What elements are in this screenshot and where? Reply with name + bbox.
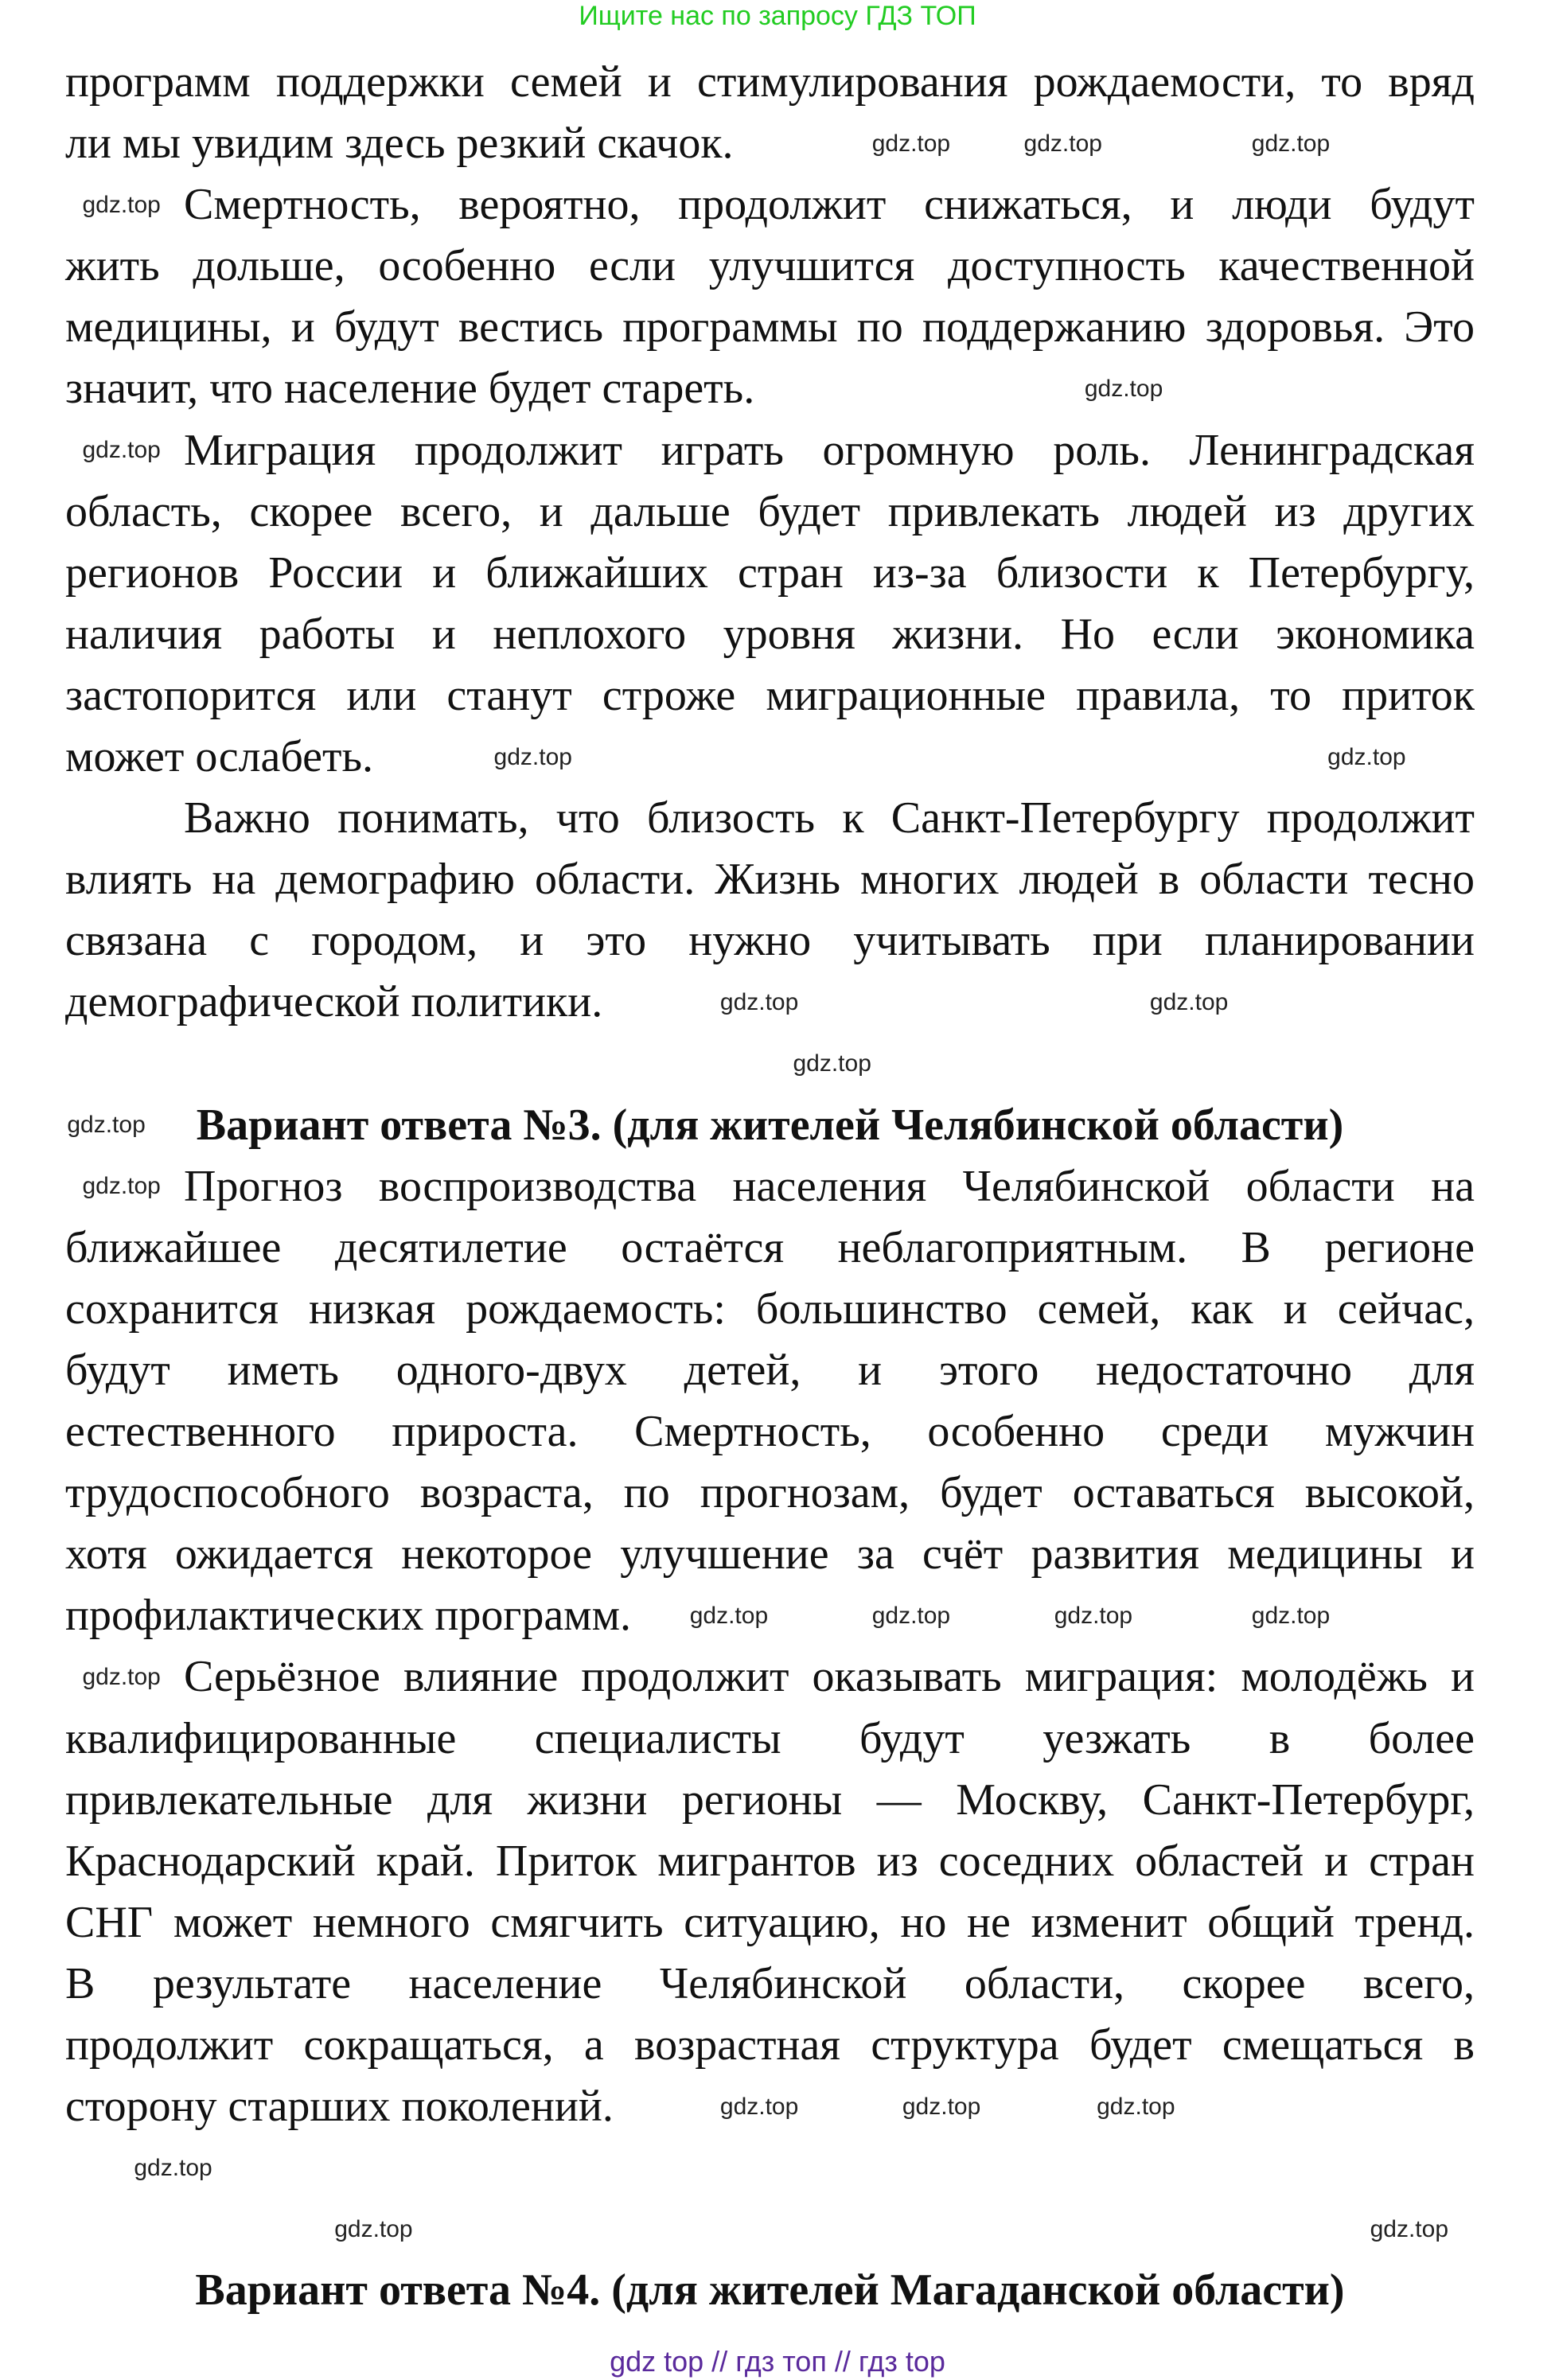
watermark: gdz.top	[1097, 2093, 1175, 2120]
watermark: gdz.top	[793, 1050, 871, 1077]
text-line: может ослабеть.	[65, 732, 373, 782]
text-line: привлекательные для жизни регионы — Москву, Санкт-Петербург,	[65, 1774, 1475, 1825]
watermark: gdz.top	[1251, 130, 1331, 157]
text-line: область, скорее всего, и дальше будет привлекать людей из других	[65, 486, 1475, 536]
text-line: Важно понимать, что близость к Санкт-Петербургу продолжит	[184, 793, 1475, 843]
watermark: gdz.top	[1054, 1603, 1133, 1630]
footer-links[interactable]: gdz top // гдз топ // гдз top	[610, 2345, 945, 2378]
text-line: Смертность, вероятно, продолжит снижаться, и люди будут	[184, 180, 1475, 230]
watermark: gdz.top	[334, 2216, 413, 2243]
text-line: ближайшее десятилетие остаётся неблагоприятным. В регионе	[65, 1222, 1475, 1272]
text-line: жить дольше, особенно если улучшится доступность качественной	[65, 241, 1475, 291]
paragraph	[65, 1646, 1475, 2137]
watermark: gdz.top	[1084, 376, 1163, 403]
watermark: gdz.top	[689, 1603, 769, 1630]
text-line: влиять на демографию области. Жизнь многих людей в области тесно	[65, 855, 1475, 905]
watermark: gdz.top	[1149, 989, 1229, 1016]
watermark: gdz.top	[134, 2154, 212, 2181]
text-line: застопорится или станут строже миграционные правила, то приток	[65, 670, 1475, 720]
text-line: квалифицированные специалисты будут уезжать в более	[65, 1713, 1475, 1763]
document-body	[65, 52, 1475, 2321]
text-line: медицины, и будут вестись программы по поддержанию здоровья. Это	[65, 302, 1475, 353]
watermark: gdz.top	[871, 130, 951, 157]
text-line: связана с городом, и это нужно учитывать при планировании	[65, 916, 1475, 966]
text-line: естественного прироста. Смертность, особенно среди мужчин	[65, 1407, 1475, 1457]
watermark: gdz.top	[82, 1173, 161, 1200]
search-banner[interactable]: Ищите нас по запросу ГДЗ ТОП	[579, 1, 976, 31]
watermark: gdz.top	[82, 437, 161, 464]
paragraph	[65, 420, 1475, 789]
text-line: Прогноз воспроизводства населения Челябинской области на	[184, 1161, 1475, 1211]
text-line: хотя ожидается некоторое улучшение за счёт развития медицины и	[65, 1529, 1475, 1580]
text-line: будут иметь одного-двух детей, и этого недостаточно для	[65, 1345, 1475, 1395]
watermark: gdz.top	[1370, 2216, 1449, 2243]
text-line: Краснодарский край. Приток мигрантов из соседних областей и стран	[65, 1836, 1475, 1886]
watermark: gdz.top	[871, 1603, 951, 1630]
text-line: ли мы увидим здесь резкий скачок.	[65, 119, 734, 169]
watermark: gdz.top	[1251, 1603, 1331, 1630]
text-line: регионов России и ближайших стран из-за близости к Петербургу,	[65, 547, 1475, 598]
watermark: gdz.top	[82, 191, 161, 218]
paragraph	[65, 174, 1475, 419]
text-line: значит, что население будет стареть.	[65, 364, 755, 414]
section-heading: Вариант ответа №4. (для жителей Магаданской области)	[195, 2265, 1345, 2316]
text-line: В результате население Челябинской области, скорее всего,	[65, 1958, 1475, 2008]
paragraph	[65, 1156, 1475, 1647]
text-line: наличия работы и неплохого уровня жизни. Но если экономика	[65, 609, 1475, 659]
watermark: gdz.top	[82, 1664, 161, 1691]
watermark: gdz.top	[1023, 130, 1102, 157]
text-line: сохранится низкая рождаемость: большинство семей, как и сейчас,	[65, 1283, 1475, 1334]
text-line: профилактических программ.	[65, 1591, 632, 1641]
text-line: демографической политики.	[65, 977, 603, 1027]
text-line: СНГ может немного смягчить ситуацию, но не изменит общий тренд.	[65, 1897, 1475, 1947]
text-line: программ поддержки семей и стимулирования рождаемости, то вряд	[65, 57, 1475, 107]
text-line: продолжит сокращаться, а возрастная структура будет смещаться в	[65, 2020, 1475, 2070]
watermark: gdz.top	[493, 743, 572, 770]
watermark: gdz.top	[67, 1112, 146, 1139]
text-line: Миграция продолжит играть огромную роль. Ленинградская	[184, 425, 1475, 475]
watermark: gdz.top	[1327, 743, 1406, 770]
watermark: gdz.top	[719, 2093, 799, 2120]
section-heading: Вариант ответа №3. (для жителей Челябинской области)	[196, 1100, 1344, 1150]
watermark: gdz.top	[719, 989, 799, 1016]
text-line: сторону старших поколений.	[65, 2082, 614, 2132]
watermark: gdz.top	[902, 2093, 981, 2120]
text-line: трудоспособного возраста, по прогнозам, будет оставаться высокой,	[65, 1468, 1475, 1518]
text-line: Серьёзное влияние продолжит оказывать миграция: молодёжь и	[184, 1652, 1475, 1702]
